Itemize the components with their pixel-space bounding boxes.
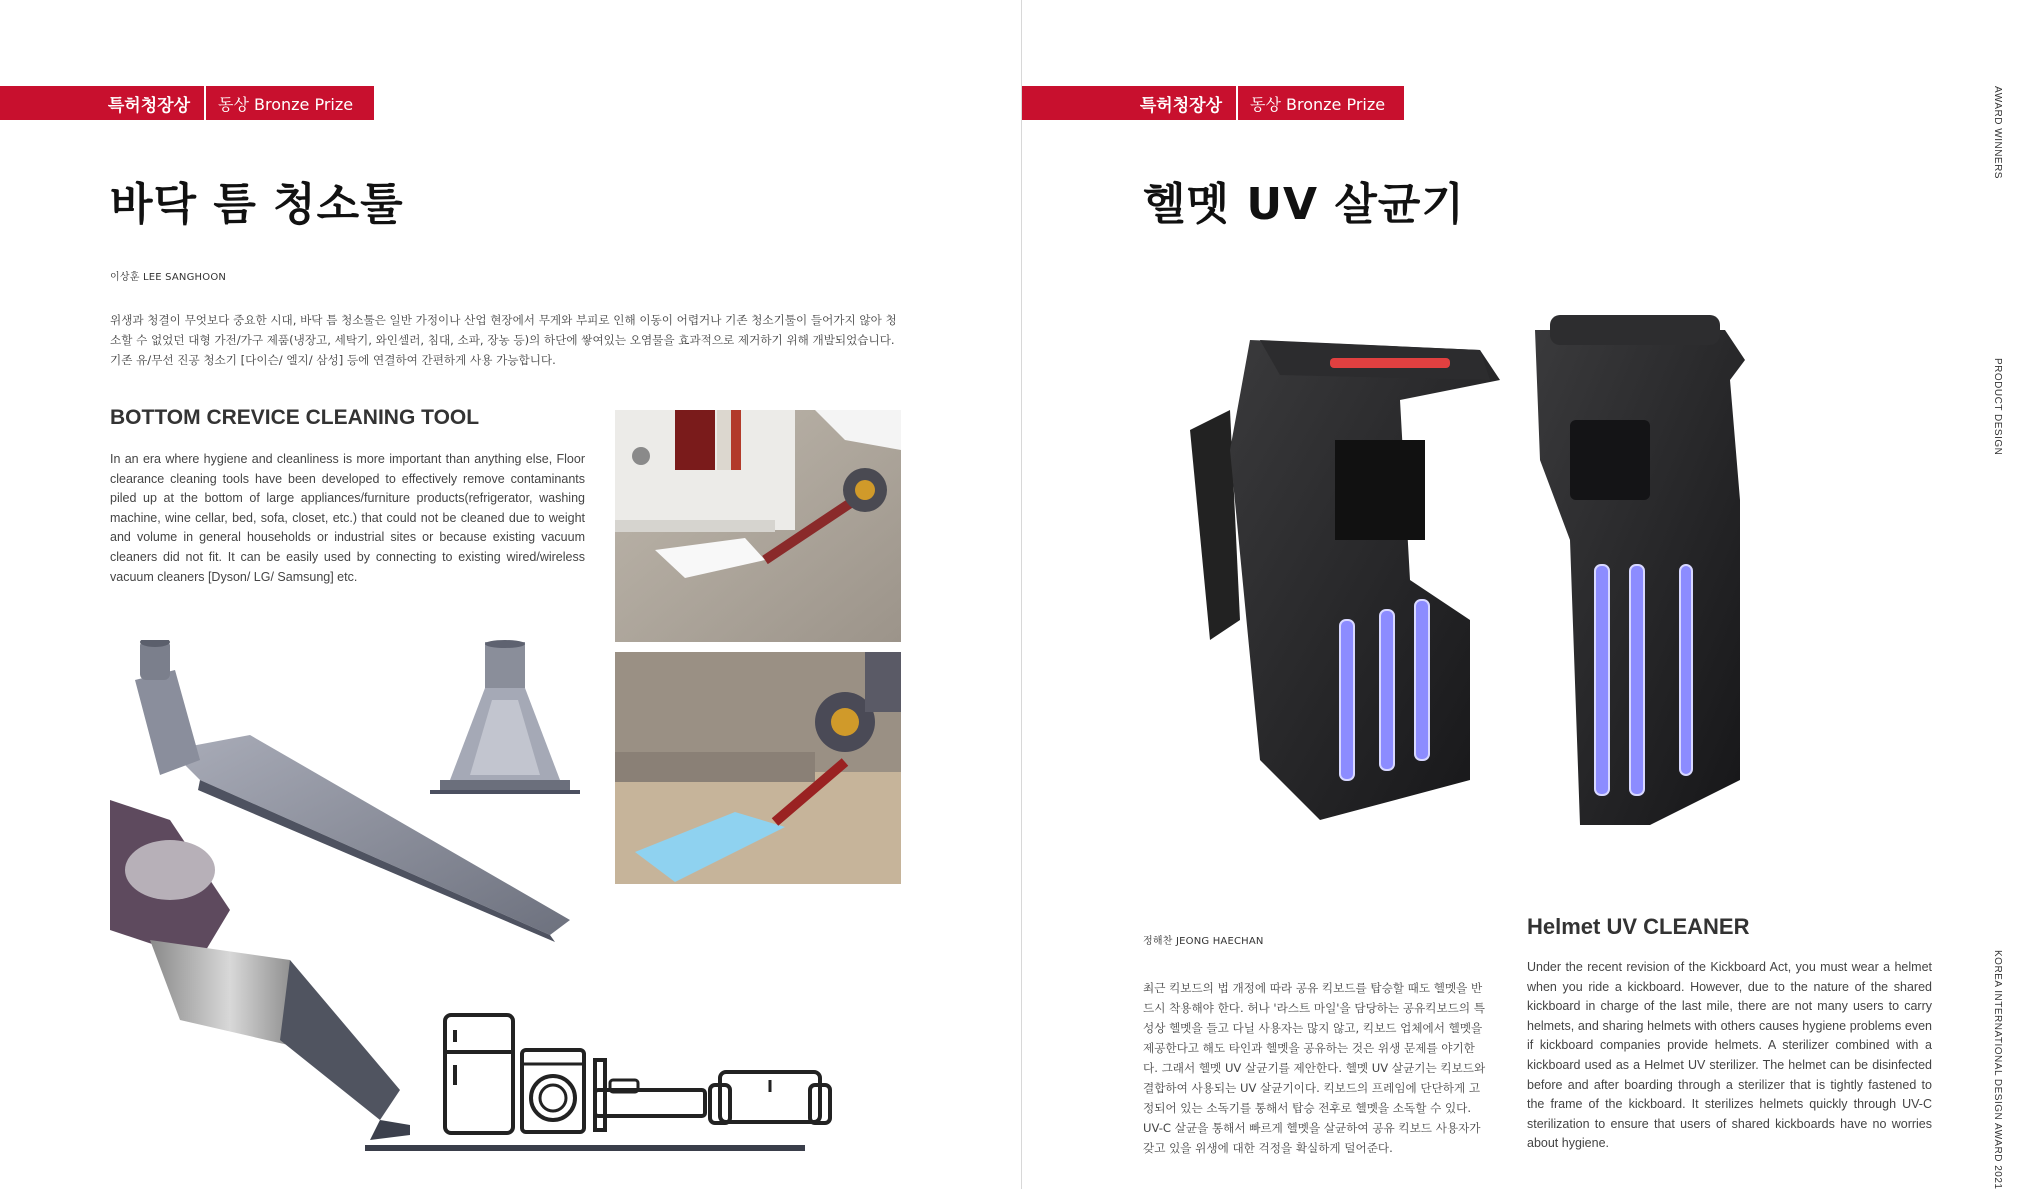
right-award-prize: 동상 Bronze Prize [1238, 86, 1404, 120]
photo-tool-under-cabinet [615, 410, 901, 642]
right-title: 헬멧 UV 살균기 [1143, 179, 1465, 230]
left-english-description: In an era where hygiene and cleanliness is more important than anything else, Floor clearance cleaning tools have been developed to effectively remove contaminants piled up at the bottom of large appliances/furniture products(refrigerator, washing machine, wine cellar, bed, sofa, closet, etc.) that could not be cleaned due to weight and volume in general households or industrial sites or because existing vacuum cleaners did not fit. It can be easily used by connecting to existing wired/wireless vacuum cleaners [Dyson/ LG/ Samsung] etc. [110, 452, 585, 584]
left-award-category: 특허청장상 [0, 86, 204, 120]
side-label-award-name: KOREA INTERNATIONAL DESIGN AWARD 2021 [1992, 950, 2003, 1189]
helmet-uv-cleaner-render [1170, 300, 1790, 840]
page-spine [1021, 0, 1022, 1189]
side-label-award-winners: AWARD WINNERS [1992, 86, 2003, 179]
left-title: 바닥 틈 청소툴 [110, 179, 404, 230]
right-award-category: 특허청장상 [1022, 86, 1236, 120]
side-label-product-design: PRODUCT DESIGN [1992, 358, 2003, 456]
right-english-description: Under the recent revision of the Kickboard Act, you must wear a helmet when you ride a kickboard. However, due to the nature of the shared kickboard in charge of the last mile, there are not many users to carry helmets, and sharing helmets with others causes hygiene problems even if kickboard companies provide helmets. A sterilizer combined with a kickboard used as a Helmet UV sterilizer. The helmet can be disinfected before and after boarding through a sterilizer that is tightly fastened to the frame of the kickboard. It sterilizes helmets quickly through UV-C sterilization to ensure that users of shared kickboards have no worries about hygiene. [1527, 960, 1932, 1151]
right-award-banner [1022, 86, 1404, 120]
left-korean-description: 위생과 청결이 무엇보다 중요한 시대, 바닥 틈 청소툴은 일반 가정이나 산업 현장에서 무게와 부피로 인해 이동이 어렵거나 기존 청소기툴이 들어가지 않아 청소할 수 없었던 대형 가전/가구 제품(냉장고, 세탁기, 와인셀러, 침대, 소파, 장농 등)의 하단에 쌓여있는 오염물을 효과적으로 제거하기 위해 개발되었습니다. 기존 유/무선 진공 청소기 [다이슨/ 엘지/ 삼성] 등에 연결하여 간편하게 사용 가능합니다. [110, 313, 897, 367]
nozzle-front-view [430, 640, 580, 810]
right-english-title: Helmet UV CLEANER [1527, 914, 1750, 939]
right-author: 정해찬 JEONG HAECHAN [1143, 936, 1264, 947]
left-award-banner [0, 86, 374, 120]
left-author: 이상훈 LEE SANGHOON [110, 272, 227, 283]
left-award-prize: 동상 Bronze Prize [206, 86, 374, 120]
left-english-title: BOTTOM CREVICE CLEANING TOOL [110, 406, 480, 429]
vacuum-with-tool-illustration [110, 790, 910, 1160]
right-korean-description: 최근 킥보드의 법 개정에 따라 공유 킥보드를 탑승할 때도 헬멧을 반드시 착용해야 한다. 허나 '라스트 마일'을 담당하는 공유킥보드의 특성상 헬멧을 들고 다닐 사용자는 많지 않고, 킥보드 업체에서 헬멧을 제공한다고 해도 타인과 헬멧을 공유하는 것은 위생 문제를 야기한다. 그래서 헬멧 UV 살균기를 제안한다. 헬멧 UV 살균기는 킥보드와 결합하여 사용되는 UV 살균기이다. 킥보드의 프레임에 단단하게 고정되어 있는 소독기를 통해서 탑승 전후로 헬멧을 소독할 수 있다. UV-C 살균을 통해서 빠르게 헬멧을 살균하여 공유 킥보드 사용자가 갖고 있을 위생에 대한 걱정을 확실하게 덜어준다. [1143, 981, 1486, 1155]
